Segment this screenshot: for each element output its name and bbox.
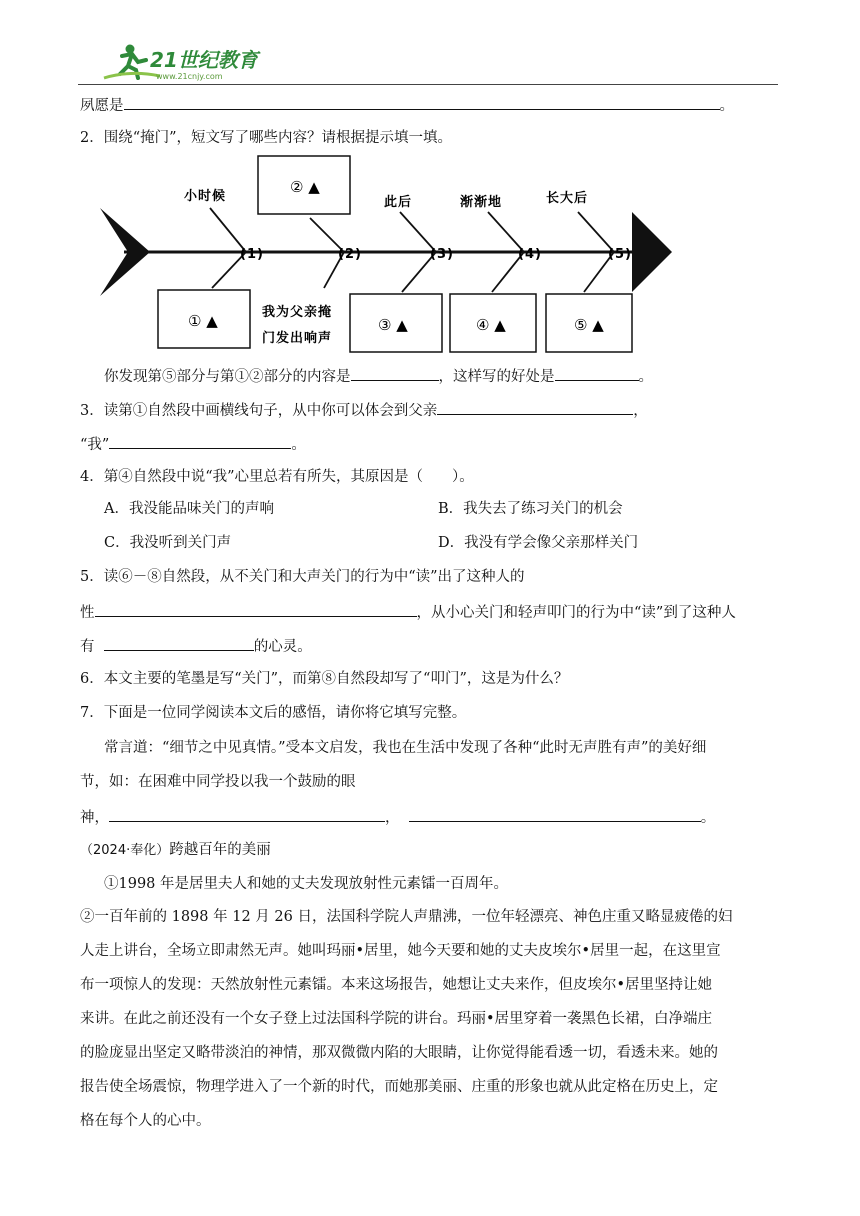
q7-prompt: 7．下面是一位同学阅读本文后的感悟，请你将它填写完整。: [80, 705, 467, 721]
q2-followup: 你发现第⑤部分与第①②部分的内容是 ，这样写的好处是 。: [104, 364, 653, 388]
q4-option-c[interactable]: C．我没听到关门声: [104, 535, 232, 551]
q7-blank-1[interactable]: [109, 805, 385, 822]
passage-para-2-line: 报告使全场震惊，物理学进入了一个新的时代，而她那美丽、庄重的形象也就从此定格在历史上，定: [80, 1079, 718, 1095]
q5-blank-1[interactable]: [95, 600, 417, 617]
q5-line-3: 有 的心灵。: [80, 634, 312, 658]
q1-answer-blank[interactable]: [124, 93, 720, 110]
box-1-text: ① ▲: [188, 312, 218, 330]
site-logo: [100, 40, 280, 82]
label-grown-up: 长大后: [546, 191, 589, 206]
box-3-text: ③ ▲: [378, 316, 408, 334]
box-4-text: ④ ▲: [476, 316, 506, 334]
bottom-text-line-1: 我为父亲掩: [262, 305, 333, 320]
fishbone-diagram: [100, 150, 680, 355]
q1-tail-text: 夙愿是: [80, 98, 124, 114]
q5-line-1: 5．读⑥－⑧自然段，从不关门和大声关门的行为中“读”出了这种人的: [80, 569, 525, 585]
q5-line-2: 性 ，从小心关门和轻声叩门的行为中“读”到了这种人: [80, 600, 736, 624]
label-gradually: 渐渐地: [460, 195, 503, 210]
passage-para-2-line: ②一百年前的 1898 年 12 月 26 日，法国科学院人声鼎沸，一位年轻漂亮、神色庄重又略显疲倦的妇: [80, 909, 733, 925]
node-label-1: (1): [240, 247, 264, 262]
passage-source: （2024·奉化）: [80, 843, 170, 858]
q1-tail-line: 夙愿是 。: [80, 93, 734, 117]
fish-head-icon: [632, 212, 672, 292]
bottom-text-line-2: 门发出响声: [262, 331, 333, 346]
q2-blank-2[interactable]: [555, 364, 639, 381]
node-label-4: (4): [518, 247, 542, 262]
passage-heading: [80, 839, 271, 862]
node-label-5: (5): [608, 247, 632, 262]
passage-para-2-line: 格在每个人的心中。: [80, 1113, 211, 1129]
node-label-3: (3): [430, 247, 454, 262]
logo-url: www.21cnjy.com: [156, 72, 223, 81]
q7-line-3: 神， ， 。: [80, 805, 715, 829]
passage-para-2-line: 布一项惊人的发现：天然放射性元素镭。本来这场报告，她想让丈夫来作，但皮埃尔•居里坚持让她: [80, 977, 713, 993]
q4-option-b[interactable]: B．我失去了练习关门的机会: [438, 501, 623, 517]
passage-para-1: ①1998 年是居里夫人和她的丈夫发现放射性元素镭一百周年。: [104, 876, 509, 892]
q4-option-a[interactable]: A．我没能品味关门的声响: [104, 501, 274, 517]
label-afterwards: 此后: [384, 195, 413, 210]
box-5-text: ⑤ ▲: [574, 316, 604, 334]
q3-line-1: 3．读第①自然段中画横线句子，从中你可以体会到父亲 ，: [80, 398, 648, 422]
q7-blank-2[interactable]: [409, 805, 701, 822]
q3-line-2: “我” 。: [80, 432, 306, 456]
q4-option-d[interactable]: D．我没有学会像父亲那样关门: [438, 535, 639, 551]
passage-title: 跨越百年的美丽: [169, 842, 271, 858]
passage-para-2-line: 人走上讲台，全场立即肃然无声。她叫玛丽•居里，她今天要和她的丈夫皮埃尔•居里一起，在这里宣: [80, 943, 721, 959]
q7-line-1: 常言道：“细节之中见真情。”受本文启发，我也在生活中发现了各种“此时无声胜有声”的美好细: [104, 740, 707, 756]
passage-para-2-line: 的脸庞显出坚定又略带淡泊的神情，那双微微内陷的大眼睛，让你觉得能看透一切，看透未来。她的: [80, 1045, 718, 1061]
logo-text: 21世纪教育: [150, 48, 258, 72]
box-2-text: ② ▲: [290, 178, 320, 196]
q2-prompt: 2．围绕“掩门”，短文写了哪些内容？请根据提示填一填。: [80, 130, 453, 146]
q4-prompt: 4．第④自然段中说“我”心里总若有所失，其原因是（ ）。: [80, 469, 474, 485]
q2-blank-1[interactable]: [351, 364, 439, 381]
node-label-2: (2): [338, 247, 362, 262]
label-childhood: 小时候: [184, 189, 227, 204]
q5-blank-2[interactable]: [104, 634, 254, 651]
q7-line-2: 节，如：在困难中同学投以我一个鼓励的眼: [80, 774, 356, 790]
passage-para-2-line: 来讲。在此之前还没有一个女子登上过法国科学院的讲台。玛丽•居里穿着一袭黑色长裙，白净端庄: [80, 1011, 713, 1027]
q6-prompt: 6．本文主要的笔墨是写“关门”，而第⑧自然段却写了“叩门”，这是为什么？: [80, 671, 569, 687]
header-rule: [78, 84, 778, 85]
q3-blank-1[interactable]: [437, 398, 633, 415]
q3-blank-2[interactable]: [109, 432, 291, 449]
